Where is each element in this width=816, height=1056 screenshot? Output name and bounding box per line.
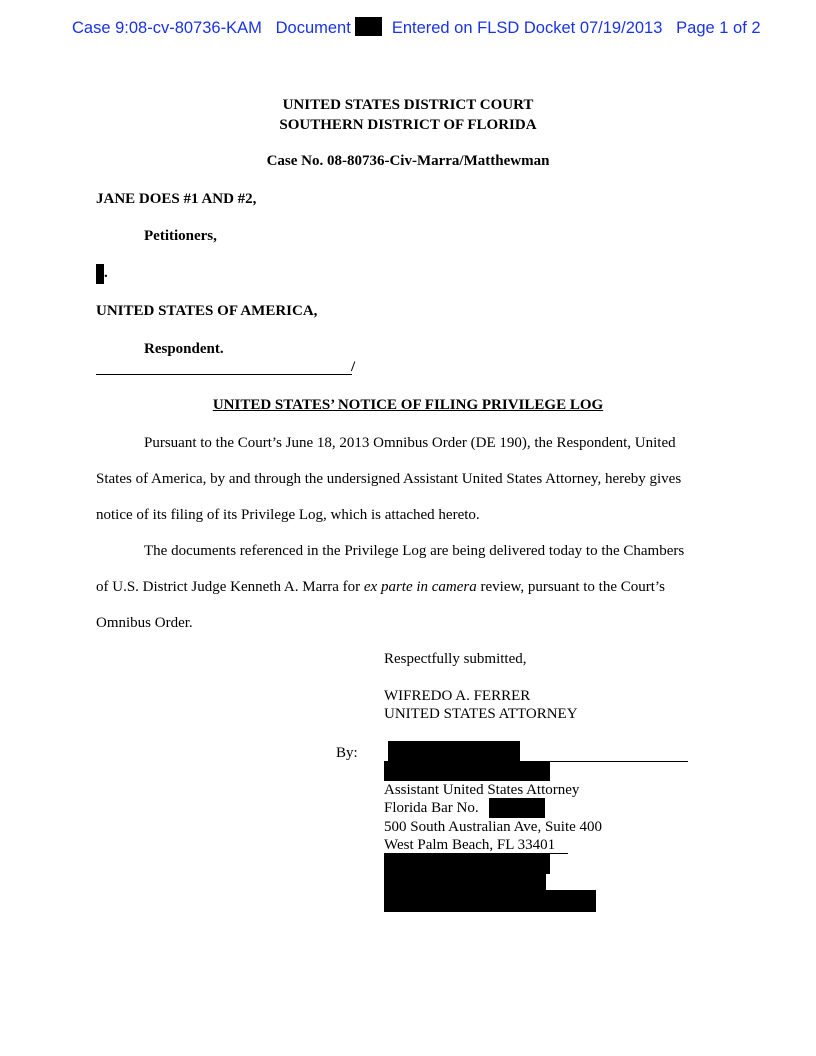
header-case-number: Case 9:08-cv-80736-KAM — [72, 19, 262, 37]
caption-slash: / — [351, 359, 356, 375]
redaction-contact-1 — [384, 854, 550, 874]
by-label: By: — [336, 745, 358, 761]
attorney-title: Assistant United States Attorney — [384, 782, 580, 798]
header-entered-date: Entered on FLSD Docket 07/19/2013 — [391, 19, 663, 37]
us-attorney-office: UNITED STATES ATTORNEY — [384, 706, 578, 722]
document-title-text: UNITED STATES’ NOTICE OF FILING PRIVILEGE LOG — [212, 397, 604, 413]
respondent-role: Respondent. — [144, 341, 224, 357]
address-line-1: 500 South Australian Ave, Suite 400 — [384, 819, 603, 835]
caption-rule — [96, 374, 352, 375]
redaction-versus — [96, 264, 104, 284]
redaction-contact-2 — [384, 873, 546, 891]
header-page-number: Page 1 of 2 — [676, 19, 761, 37]
court-district: SOUTHERN DISTRICT OF FLORIDA — [279, 117, 537, 133]
redaction-document-number — [355, 17, 382, 36]
paragraph-2 — [96, 533, 720, 641]
court-name: UNITED STATES DISTRICT COURT — [282, 97, 534, 113]
redaction-bar-number — [489, 798, 545, 818]
paragraph-2-line-1-text: The documents referenced in the Privilege Log are being delivered today to the Chambers — [144, 543, 685, 559]
redaction-attorney-name — [384, 761, 550, 781]
redaction-contact-3 — [384, 890, 596, 912]
case-number: Case No. 08-80736-Civ-Marra/Matthewman — [266, 153, 550, 169]
paragraph-2-line-2-pre: of U.S. District Judge Kenneth A. Marra for — [96, 579, 364, 595]
paragraph-2-italic: ex parte in camera — [363, 579, 477, 595]
paragraph-2-line-1 — [96, 533, 720, 569]
header-document-label: Document — [275, 19, 351, 37]
bar-number-label: Florida Bar No. — [384, 800, 479, 816]
paragraph-2-line-2 — [96, 569, 720, 605]
paragraph-2-line-2-post: review, pursuant to the Court’s — [476, 579, 665, 595]
closing: Respectfully submitted, — [384, 651, 527, 667]
paragraph-1-line-1 — [96, 425, 720, 461]
paragraph-1-line-1-text: Pursuant to the Court’s June 18, 2013 Omnibus Order (DE 190), the Respondent, United — [144, 435, 676, 451]
paragraph-1 — [96, 425, 720, 533]
redaction-signature — [388, 741, 520, 761]
petitioners-role: Petitioners, — [144, 228, 217, 244]
us-attorney-name: WIFREDO A. FERRER — [384, 688, 531, 704]
docket-header — [72, 17, 761, 38]
petitioners-name: JANE DOES #1 AND #2, — [96, 191, 257, 207]
respondent-name: UNITED STATES OF AMERICA, — [96, 303, 318, 319]
paragraph-2-line-3: Omnibus Order. — [96, 615, 193, 631]
paragraph-1-line-2: States of America, by and through the undersigned Assistant United States Attorney, hereby gives — [96, 471, 682, 487]
address-line-2: West Palm Beach, FL 33401 — [384, 837, 556, 853]
versus-period: . — [104, 265, 108, 281]
paragraph-1-line-3: notice of its filing of its Privilege Log, which is attached hereto. — [96, 507, 480, 523]
document-title — [0, 397, 816, 414]
